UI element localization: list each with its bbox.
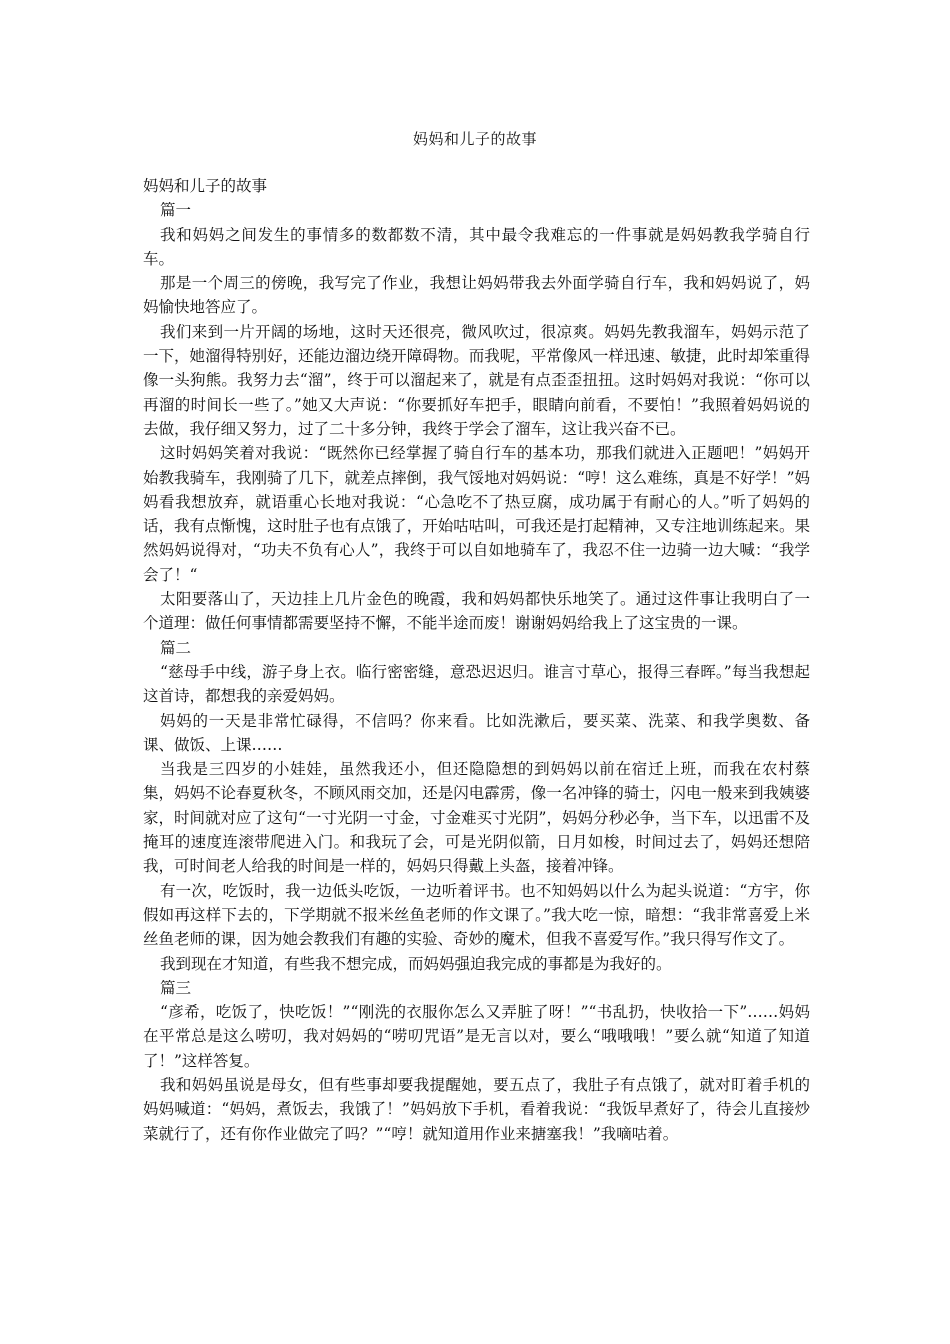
section-label: 篇二 bbox=[160, 638, 192, 657]
paragraph: 我们来到一片开阔的场地，这时天还很亮，微风吹过，很凉爽。妈妈先教我溜车，妈妈示范了一下，她溜得特别好，还能边溜边绕开障碍物。而我呢，平常像风一样迅速、敏捷，此时却笨重得像一头狗熊。我努力去“溜”，终于可以溜起来了，就是有点歪歪扭扭。这时妈妈对我说：“你可以再溜的时间长一些了。”她又大声说：“你要抓好车把手，眼睛向前看，不要怕！”我照着妈妈说的去做，我仔细又努力，过了二十多分钟，我终于学会了溜车，这让我兴奋不已。 bbox=[143, 322, 810, 438]
section-label: 篇一 bbox=[160, 201, 192, 220]
paragraph: 妈妈的一天是非常忙碌得，不信吗？你来看。比如洗漱后，要买菜、洗菜、和我学奥数、备课、做饭、上课…… bbox=[143, 711, 810, 754]
paragraph: 那是一个周三的傍晚，我写完了作业，我想让妈妈带我去外面学骑自行车，我和妈妈说了，妈妈愉快地答应了。 bbox=[143, 274, 810, 317]
paragraph: “彦希，吃饭了，快吃饭！”“刚洗的衣服你怎么又弄脏了呀！”“书乱扔，快收拾一下”……妈妈在平常总是这么唠叨，我对妈妈的“唠叨咒语”是无言以对，要么“哦哦哦！”要么就“知道了知道了！”这样答复。 bbox=[143, 1003, 810, 1070]
paragraph: 我和妈妈之间发生的事情多的数都数不清，其中最令我难忘的一件事就是妈妈教我学骑自行车。 bbox=[143, 225, 810, 268]
section-label: 篇三 bbox=[160, 978, 192, 997]
document-title: 妈妈和儿子的故事 bbox=[412, 130, 537, 148]
paragraph: “慈母手中线，游子身上衣。临行密密缝，意恐迟迟归。谁言寸草心，报得三春晖。”每当我想起这首诗，都想我的亲爱妈妈。 bbox=[143, 662, 810, 706]
paragraph: 有一次，吃饭时，我一边低头吃饭，一边听着评书。也不知妈妈以什么为起头说道：“方宇，你假如再这样下去的，下学期就不报米丝鱼老师的作文课了。”我大吃一惊，暗想：“我非常喜爱上米丝鱼老师的课，因为她会教我们有趣的实验、奇妙的魔术，但我不喜爱写作。”我只得写作文了。 bbox=[143, 881, 810, 949]
body-heading: 妈妈和儿子的故事 bbox=[143, 177, 268, 195]
paragraph: 我和妈妈虽说是母女，但有些事却要我提醒她，要五点了，我肚子有点饿了，就对盯着手机的妈妈喊道：“妈妈，煮饭去，我饿了！”妈妈放下手机，看着我说：“我饭早煮好了，待会儿直接炒菜就行了，还有你作业做完了吗？”“哼！就知道用作业来搪塞我！”我嘀咕着。 bbox=[143, 1075, 810, 1143]
paragraph: 这时妈妈笑着对我说：“既然你已经掌握了骑自行车的基本功，那我们就进入正题吧！”妈妈开始教我骑车，我刚骑了几下，就差点摔倒，我气馁地对妈妈说：“哼！这么难练，真是不好学！”妈妈看我想放弃，就语重心长地对我说：“心急吃不了热豆腐，成功属于有耐心的人。”听了妈妈的话，我有点惭愧，这时肚子也有点饿了，开始咕咕叫，可我还是打起精神，又专注地训练起来。果然妈妈说得对，“功夫不负有心人”，我终于可以自如地骑车了，我忍不住一边骑一边大喊：“我学会了！“ bbox=[143, 444, 810, 584]
paragraph: 太阳要落山了，天边挂上几片金色的晚霞，我和妈妈都快乐地笑了。通过这件事让我明白了一个道理：做任何事情都需要坚持不懈，不能半途而废！谢谢妈妈给我上了这宝贵的一课。 bbox=[143, 590, 810, 633]
document-body bbox=[143, 174, 810, 1146]
paragraph: 当我是三四岁的小娃娃，虽然我还小，但还隐隐想的到妈妈以前在宿迁上班，而我在农村蔡集，妈妈不论春夏秋冬，不顾风雨交加，还是闪电霹雳，像一名冲锋的骑士，闪电一般来到我姨婆家，时间就对应了这句“一寸光阴一寸金，寸金难买寸光阴”，妈妈分秒必争，当下车，以迅雷不及掩耳的速度连滚带爬进入门。和我玩了会，可是光阴似箭，日月如梭，时间过去了，妈妈还想陪我，可时间老人给我的时间是一样的，妈妈只得戴上头盔，接着冲锋。 bbox=[143, 760, 810, 876]
paragraph: 我到现在才知道，有些我不想完成，而妈妈强迫我完成的事都是为我好的。 bbox=[160, 954, 672, 973]
